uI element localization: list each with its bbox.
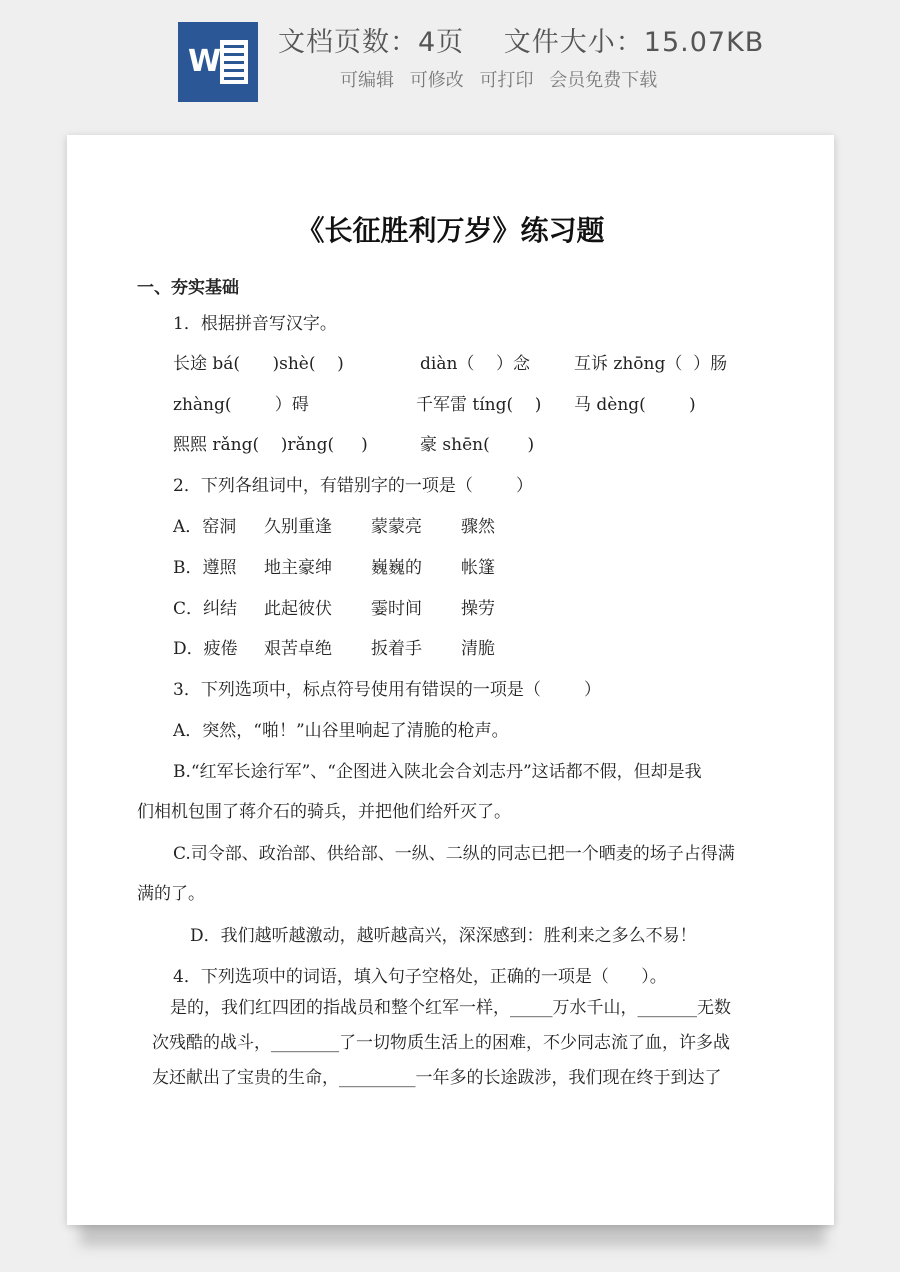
pinyin-item: zhàng( ）碍: [173, 395, 309, 415]
option-d-word: 艰苦卓绝: [264, 639, 332, 659]
question-3-option-c-line2: 满的了。: [137, 884, 205, 904]
option-d-word: 扳着手: [371, 639, 422, 659]
question-4-prompt: 4．下列选项中的词语，填入句子空格处，正确的一项是（ ）。: [173, 967, 667, 987]
question-1-prompt: 1．根据拼音写汉字。: [173, 314, 337, 334]
pinyin-item: 豪 shēn( ): [420, 435, 535, 455]
question-3-option-d: D．我们越听越激动，越听越高兴，深深感到：胜利来之多么不易！: [190, 926, 697, 946]
file-size: 文件大小：15.07KB: [503, 27, 765, 58]
option-d-word: 清脆: [461, 639, 495, 659]
pinyin-item: 千军雷 tíng( ): [416, 395, 542, 415]
pinyin-item: 熙熙 rǎng( )rǎng( ): [173, 435, 368, 455]
option-a-word: A．窑洞: [173, 517, 237, 537]
question-3-option-b-line2: 们相机包围了蒋介石的骑兵，并把他们给歼灭了。: [137, 802, 511, 822]
page-count: 文档页数：4页: [278, 27, 465, 58]
pinyin-item: diàn（ ）念: [420, 354, 531, 374]
option-d-word: D．疲倦: [173, 639, 238, 659]
pinyin-item: 互诉 zhōng（ ）肠: [574, 354, 728, 374]
option-b-word: B．遵照: [173, 558, 237, 578]
feature-free-download: 会员免费下载: [549, 70, 658, 91]
feature-printable: 可打印: [479, 70, 534, 91]
document-info: [278, 20, 764, 59]
section-heading: 一、夯实基础: [137, 278, 239, 298]
document-page: [67, 135, 834, 1225]
word-document-icon: W: [178, 22, 258, 102]
header-banner: [0, 0, 900, 118]
pinyin-item: 马 dèng( ): [574, 395, 696, 415]
question-4-passage-line1: 是的，我们红四团的指战员和整个红军一样，_____万水千山，_______无数: [170, 998, 731, 1018]
document-title: 《长征胜利万岁》练习题: [296, 214, 605, 247]
option-b-word: 地主豪绅: [264, 558, 332, 578]
question-3-option-a: A．突然，“啪！”山谷里响起了清脆的枪声。: [173, 721, 509, 741]
feature-editable: 可编辑: [340, 70, 394, 91]
option-c-word: 霎时间: [371, 599, 422, 619]
option-a-word: 蒙蒙亮: [371, 517, 422, 537]
option-c-word: 操劳: [461, 599, 495, 619]
question-3-option-b-line1: B.“红军长途行军”、“企图进入陕北会合刘志丹”这话都不假，但却是我: [173, 762, 702, 782]
feature-list: [340, 66, 657, 92]
pinyin-item: 长途 bá( )shè( ): [173, 354, 344, 374]
feature-modifiable: 可修改: [409, 70, 464, 91]
question-3-prompt: 3．下列选项中，标点符号使用有错误的一项是（ ）: [173, 680, 602, 700]
question-4-passage-line2: 次残酷的战斗，________了一切物质生活上的困难，不少同志流了血，许多战: [152, 1033, 730, 1053]
option-c-word: 此起彼伏: [264, 599, 332, 619]
option-a-word: 久别重逢: [264, 517, 332, 537]
option-b-word: 巍巍的: [371, 558, 422, 578]
option-a-word: 骤然: [461, 517, 495, 537]
question-3-option-c-line1: C.司令部、政治部、供给部、一纵、二纵的同志已把一个晒麦的场子占得满: [173, 844, 735, 864]
option-c-word: C．纠结: [173, 599, 238, 619]
question-4-passage-line3: 友还献出了宝贵的生命，_________一年多的长途跋涉，我们现在终于到达了: [152, 1068, 722, 1088]
option-b-word: 帐篷: [461, 558, 495, 578]
question-2-prompt: 2．下列各组词中，有错别字的一项是（ ）: [173, 476, 534, 496]
